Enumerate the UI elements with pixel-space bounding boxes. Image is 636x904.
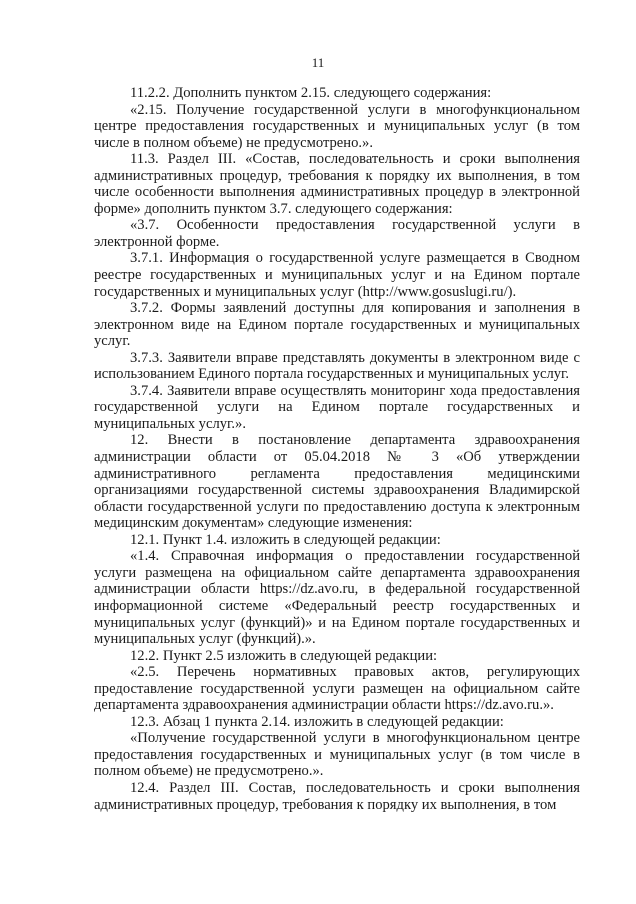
- paragraph-3-7-1: 3.7.1. Информация о государственной услуге размещается в Сводном реестре государственных и муниципальных услуг и на Едином портале государственных и муниципальных услуг (http://www.gosuslugi.ru/).: [94, 250, 580, 300]
- paragraph-11-2-2: 11.2.2. Дополнить пунктом 2.15. следующего содержания:: [130, 85, 492, 101]
- paragraph-1-4: «1.4. Справочная информация о предоставлении государственной услуги размещена на официальном сайте департамента здравоохранения администрации области https://dz.avo.ru, в федеральной государственной информационной системе «Федеральный реестр государственных и муниципальных услуг (функций)» и на Едином портале государственных и муниципальных услуг (функций).».: [94, 548, 580, 648]
- document-body: [94, 85, 580, 813]
- paragraph-12-2: 12.2. Пункт 2.5 изложить в следующей редакции:: [130, 647, 438, 664]
- paragraph-3-7-3: 3.7.3. Заявители вправе представлять документы в электронном виде с использованием Единого портала государственных и муниципальных услуг.: [94, 349, 580, 383]
- paragraph-2-14-abzac: «Получение государственной услуги в многофункциональном центре предоставления государственных и муниципальных услуг (в том числе в полном объеме) не предусмотрено.».: [94, 730, 580, 780]
- paragraph-2-15: «2.15. Получение государственной услуги в многофункциональном центре предоставления государственных и муниципальных услуг (в том числе в полном объеме) не предусмотрено.».: [94, 101, 580, 151]
- paragraph-12-4: 12.4. Раздел III. Состав, последовательность и сроки выполнения административных процедур, требования к порядку их выполнения, в том: [94, 779, 580, 813]
- paragraph-12-3: 12.3. Абзац 1 пункта 2.14. изложить в следующей редакции:: [130, 713, 504, 730]
- paragraph-11-3: 11.3. Раздел III. «Состав, последовательность и сроки выполнения административных процедур, требования к порядку их выполнения, в том числе особенности выполнения административных процедур в электронной форме» дополнить пунктом 3.7. следующего содержания:: [94, 151, 580, 217]
- paragraph-3-7-4: 3.7.4. Заявители вправе осуществлять мониторинг хода предоставления государственной услуги на Едином портале государственных и муниципальных услуг.».: [94, 382, 580, 432]
- paragraph-3-7-2: 3.7.2. Формы заявлений доступны для копирования и заполнения в электронном виде на Едином портале государственных и муниципальных услуг.: [94, 300, 580, 350]
- paragraph-3-7: «3.7. Особенности предоставления государственной услуги в электронной форме.: [94, 217, 580, 250]
- page-number: 11: [311, 55, 325, 70]
- paragraph-12-1: 12.1. Пункт 1.4. изложить в следующей редакции:: [130, 531, 441, 548]
- paragraph-12: 12. Внести в постановление департамента здравоохранения администрации области от 05.04.2018 № 3 «Об утверждении административного регламента предоставления медицинскими организациями государственной системы здравоохранения Владимирской области государственной услуги по предоставлению доступа к электронным медицинским документам» следующие изменения:: [94, 432, 580, 532]
- paragraph-2-5: «2.5. Перечень нормативных правовых актов, регулирующих предоставление государственной услуги размещен на официальном сайте департамента здравоохранения администрации области https://dz.avo.ru.».: [94, 664, 580, 714]
